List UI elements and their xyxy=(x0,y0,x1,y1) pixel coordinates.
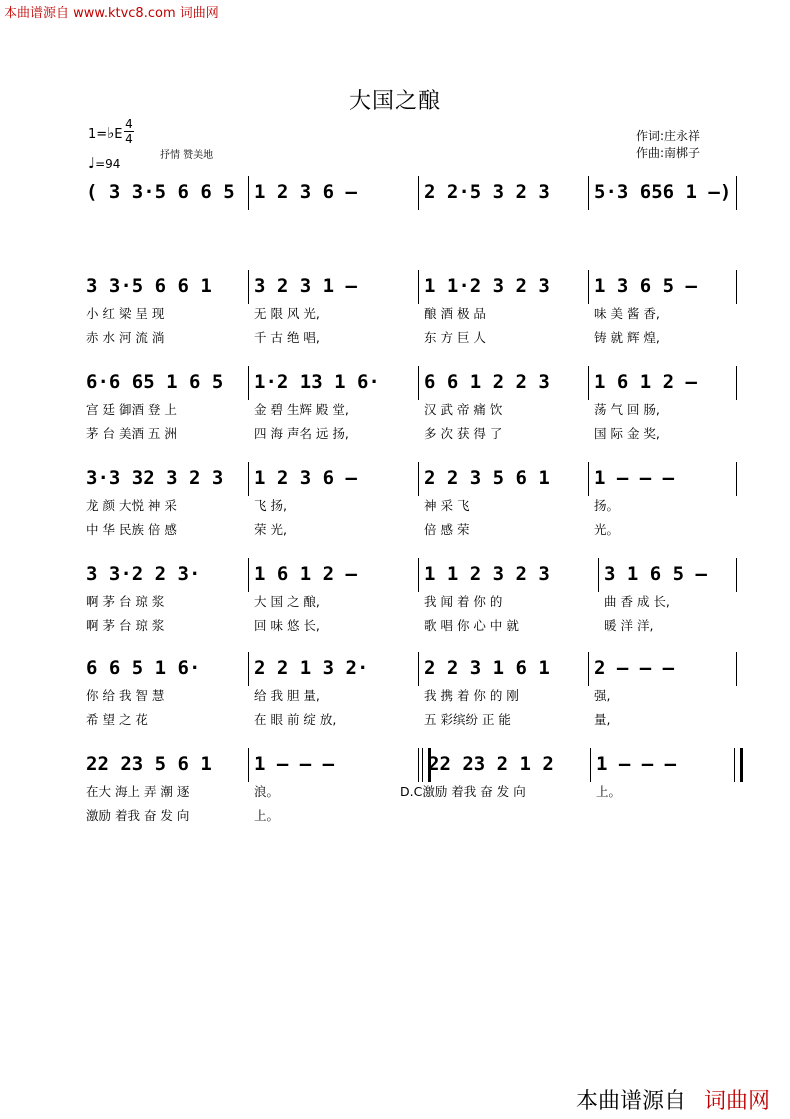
bar-line xyxy=(418,558,419,592)
lyric-segment: 金 碧 生辉 殿 堂, xyxy=(254,402,349,417)
lyric-segment: 量, xyxy=(594,712,611,727)
lyricist-credit: 作词:庄永祥 xyxy=(636,129,701,143)
bar-line xyxy=(588,366,589,400)
bar-line xyxy=(736,366,737,400)
lyric-segment: 曲 香 成 长, xyxy=(604,594,670,609)
lyric-segment: 暖 洋 洋, xyxy=(604,618,654,633)
style-marking: 抒情 赞美地 xyxy=(160,150,214,161)
lyric-segment: 荡 气 回 肠, xyxy=(594,402,660,417)
lyric-segment: 宫 廷 御酒 登 上 xyxy=(86,402,177,417)
notes-row xyxy=(0,370,790,396)
lyric-segment: 小 红 梁 呈 现 xyxy=(86,306,165,321)
notes-row xyxy=(0,274,790,300)
lyric-segment: 我 闻 着 你 的 xyxy=(424,594,503,609)
time-signature xyxy=(124,118,134,145)
lyric-segment: 给 我 胆 量, xyxy=(254,688,320,703)
lyric-segment: 国 际 金 奖, xyxy=(594,426,660,441)
measure-notes: 6 6 5 1 6· xyxy=(86,657,201,679)
measure-notes: 6·6 65 1 6 5 xyxy=(86,371,224,393)
lyric-segment: 中 华 民族 倍 感 xyxy=(86,522,177,537)
time-signature-bottom: 4 xyxy=(125,132,133,146)
measure-notes: 2 2 3 5 6 1 xyxy=(424,467,550,489)
lyric-segment: 荣 光, xyxy=(254,522,287,537)
lyric-line xyxy=(0,686,790,704)
footer-watermark xyxy=(576,1084,770,1115)
measure-notes: 2 2 1 3 2· xyxy=(254,657,369,679)
lyric-line xyxy=(0,424,790,442)
lyric-segment: 激励 着我 奋 发 向 xyxy=(86,808,190,823)
tempo-value: =94 xyxy=(95,157,121,171)
lyric-segment: 我 携 着 你 的 刚 xyxy=(424,688,519,703)
lyric-segment: 在 眼 前 绽 放, xyxy=(254,712,337,727)
bar-line xyxy=(598,558,599,592)
lyric-segment: 千 古 绝 唱, xyxy=(254,330,320,345)
lyric-segment: 上。 xyxy=(596,784,622,799)
repeat-bar-line xyxy=(422,748,431,782)
lyric-segment: 希 望 之 花 xyxy=(86,712,148,727)
bar-line xyxy=(248,270,249,304)
lyric-segment: 神 采 飞 xyxy=(424,498,470,513)
notes-row xyxy=(0,562,790,588)
measure-notes: 2 2 3 1 6 1 xyxy=(424,657,550,679)
measure-notes: 1 1·2 3 2 3 xyxy=(424,275,550,297)
bar-line xyxy=(588,652,589,686)
key-note: E xyxy=(114,127,123,142)
lyric-line xyxy=(0,304,790,322)
lyric-line xyxy=(0,806,790,824)
bar-line xyxy=(418,462,419,496)
lyric-segment: 汉 武 帝 痛 饮 xyxy=(424,402,503,417)
bar-line xyxy=(418,176,419,210)
lyric-segment: 赤 水 河 流 淌 xyxy=(86,330,165,345)
lyric-segment: 飞 扬, xyxy=(254,498,287,513)
measure-notes: 1 2 3 6 – xyxy=(254,467,357,489)
tempo-marking xyxy=(88,154,120,172)
measure-notes: 1 6 1 2 – xyxy=(254,563,357,585)
measure-notes: 5·3 656 1 –) xyxy=(594,181,732,203)
lyric-segment: 歌 唱 你 心 中 就 xyxy=(424,618,519,633)
bar-line xyxy=(418,652,419,686)
notes-row xyxy=(0,656,790,682)
measure-notes: 1 – – – xyxy=(596,753,677,775)
footer-watermark-right: 词曲网 xyxy=(703,1089,770,1114)
lyric-line xyxy=(0,496,790,514)
lyric-segment: 上。 xyxy=(254,808,280,823)
lyric-segment: 啊 茅 台 琼 浆 xyxy=(86,618,165,633)
lyric-segment: 铸 就 辉 煌, xyxy=(594,330,660,345)
repeat-bar-line xyxy=(734,748,743,782)
measure-notes: 1 1 2 3 2 3 xyxy=(424,563,550,585)
lyric-line xyxy=(0,710,790,728)
bar-line xyxy=(248,176,249,210)
lyric-segment: 大 国 之 酿, xyxy=(254,594,320,609)
measure-notes: 1·2 13 1 6· xyxy=(254,371,380,393)
lyric-line xyxy=(0,520,790,538)
key-prefix: 1= xyxy=(88,127,108,142)
lyric-segment: 在大 海上 弄 潮 逐 xyxy=(86,784,190,799)
bar-line xyxy=(248,462,249,496)
measure-notes: 22 23 2 1 2 xyxy=(428,753,554,775)
measure-notes: 1 2 3 6 – xyxy=(254,181,357,203)
lyric-segment: 茅 台 美酒 五 洲 xyxy=(86,426,177,441)
flat-icon: ♭ xyxy=(107,124,115,142)
bar-line xyxy=(418,366,419,400)
key-signature xyxy=(88,124,122,142)
lyric-segment: 酿 酒 极 品 xyxy=(424,306,486,321)
credits xyxy=(636,128,700,162)
lyric-line xyxy=(0,782,790,800)
measure-notes: 6 6 1 2 2 3 xyxy=(424,371,550,393)
lyric-segment: 五 彩缤纷 正 能 xyxy=(424,712,511,727)
notes-row xyxy=(0,180,790,206)
measure-notes: 3 1 6 5 – xyxy=(604,563,707,585)
lyric-segment: 强, xyxy=(594,688,611,703)
lyric-line xyxy=(0,616,790,634)
bar-line xyxy=(248,558,249,592)
footer-watermark-left: 本曲谱源自 xyxy=(575,1089,686,1114)
composer-credit: 作曲:南梆子 xyxy=(636,146,701,160)
measure-notes: ( 3 3·5 6 6 5 xyxy=(86,181,235,203)
lyric-segment: 四 海 声名 远 扬, xyxy=(254,426,349,441)
lyric-segment: 回 味 悠 长, xyxy=(254,618,320,633)
lyric-segment: 啊 茅 台 琼 浆 xyxy=(86,594,165,609)
bar-line xyxy=(588,462,589,496)
measure-notes: 3 3·2 2 3· xyxy=(86,563,201,585)
measure-notes: 1 6 1 2 – xyxy=(594,371,697,393)
lyric-line xyxy=(0,328,790,346)
measure-notes: 1 3 6 5 – xyxy=(594,275,697,297)
measure-notes: 3·3 32 3 2 3 xyxy=(86,467,224,489)
lyric-segment: 浪。 xyxy=(254,784,280,799)
lyric-segment: 光。 xyxy=(594,522,620,537)
bar-line xyxy=(736,558,737,592)
lyric-segment: 扬。 xyxy=(594,498,620,513)
source-watermark: 本曲谱源自 www.ktvc8.com 词曲网 xyxy=(4,6,219,21)
notes-row xyxy=(0,752,790,778)
bar-line xyxy=(418,748,419,782)
time-signature-top: 4 xyxy=(125,117,133,131)
measure-notes: 2 2·5 3 2 3 xyxy=(424,181,550,203)
bar-line xyxy=(418,270,419,304)
notes-row xyxy=(0,466,790,492)
bar-line xyxy=(736,176,737,210)
bar-line xyxy=(736,270,737,304)
lyric-line xyxy=(0,400,790,418)
lyric-segment: 东 方 巨 人 xyxy=(424,330,486,345)
quarter-note-icon: ♩ xyxy=(88,154,96,172)
lyric-segment: D.C激励 着我 奋 发 向 xyxy=(400,784,526,799)
bar-line xyxy=(248,366,249,400)
measure-notes: 1 – – – xyxy=(594,467,675,489)
bar-line xyxy=(588,176,589,210)
lyric-segment: 倍 感 荣 xyxy=(424,522,470,537)
measure-notes: 3 3·5 6 6 1 xyxy=(86,275,212,297)
lyric-segment: 无 限 风 光, xyxy=(254,306,320,321)
lyric-segment: 你 给 我 智 慧 xyxy=(86,688,165,703)
bar-line xyxy=(736,462,737,496)
lyric-line xyxy=(0,592,790,610)
measure-notes: 3 2 3 1 – xyxy=(254,275,357,297)
bar-line xyxy=(248,652,249,686)
song-title: 大国之酿 xyxy=(348,89,441,114)
measure-notes: 22 23 5 6 1 xyxy=(86,753,212,775)
lyric-segment: 多 次 获 得 了 xyxy=(424,426,503,441)
bar-line xyxy=(588,270,589,304)
lyric-segment: 龙 颜 大悦 神 采 xyxy=(86,498,177,513)
bar-line xyxy=(736,652,737,686)
bar-line xyxy=(590,748,591,782)
measure-notes: 1 – – – xyxy=(254,753,335,775)
bar-line xyxy=(248,748,249,782)
lyric-segment: 味 美 酱 香, xyxy=(594,306,660,321)
measure-notes: 2 – – – xyxy=(594,657,675,679)
